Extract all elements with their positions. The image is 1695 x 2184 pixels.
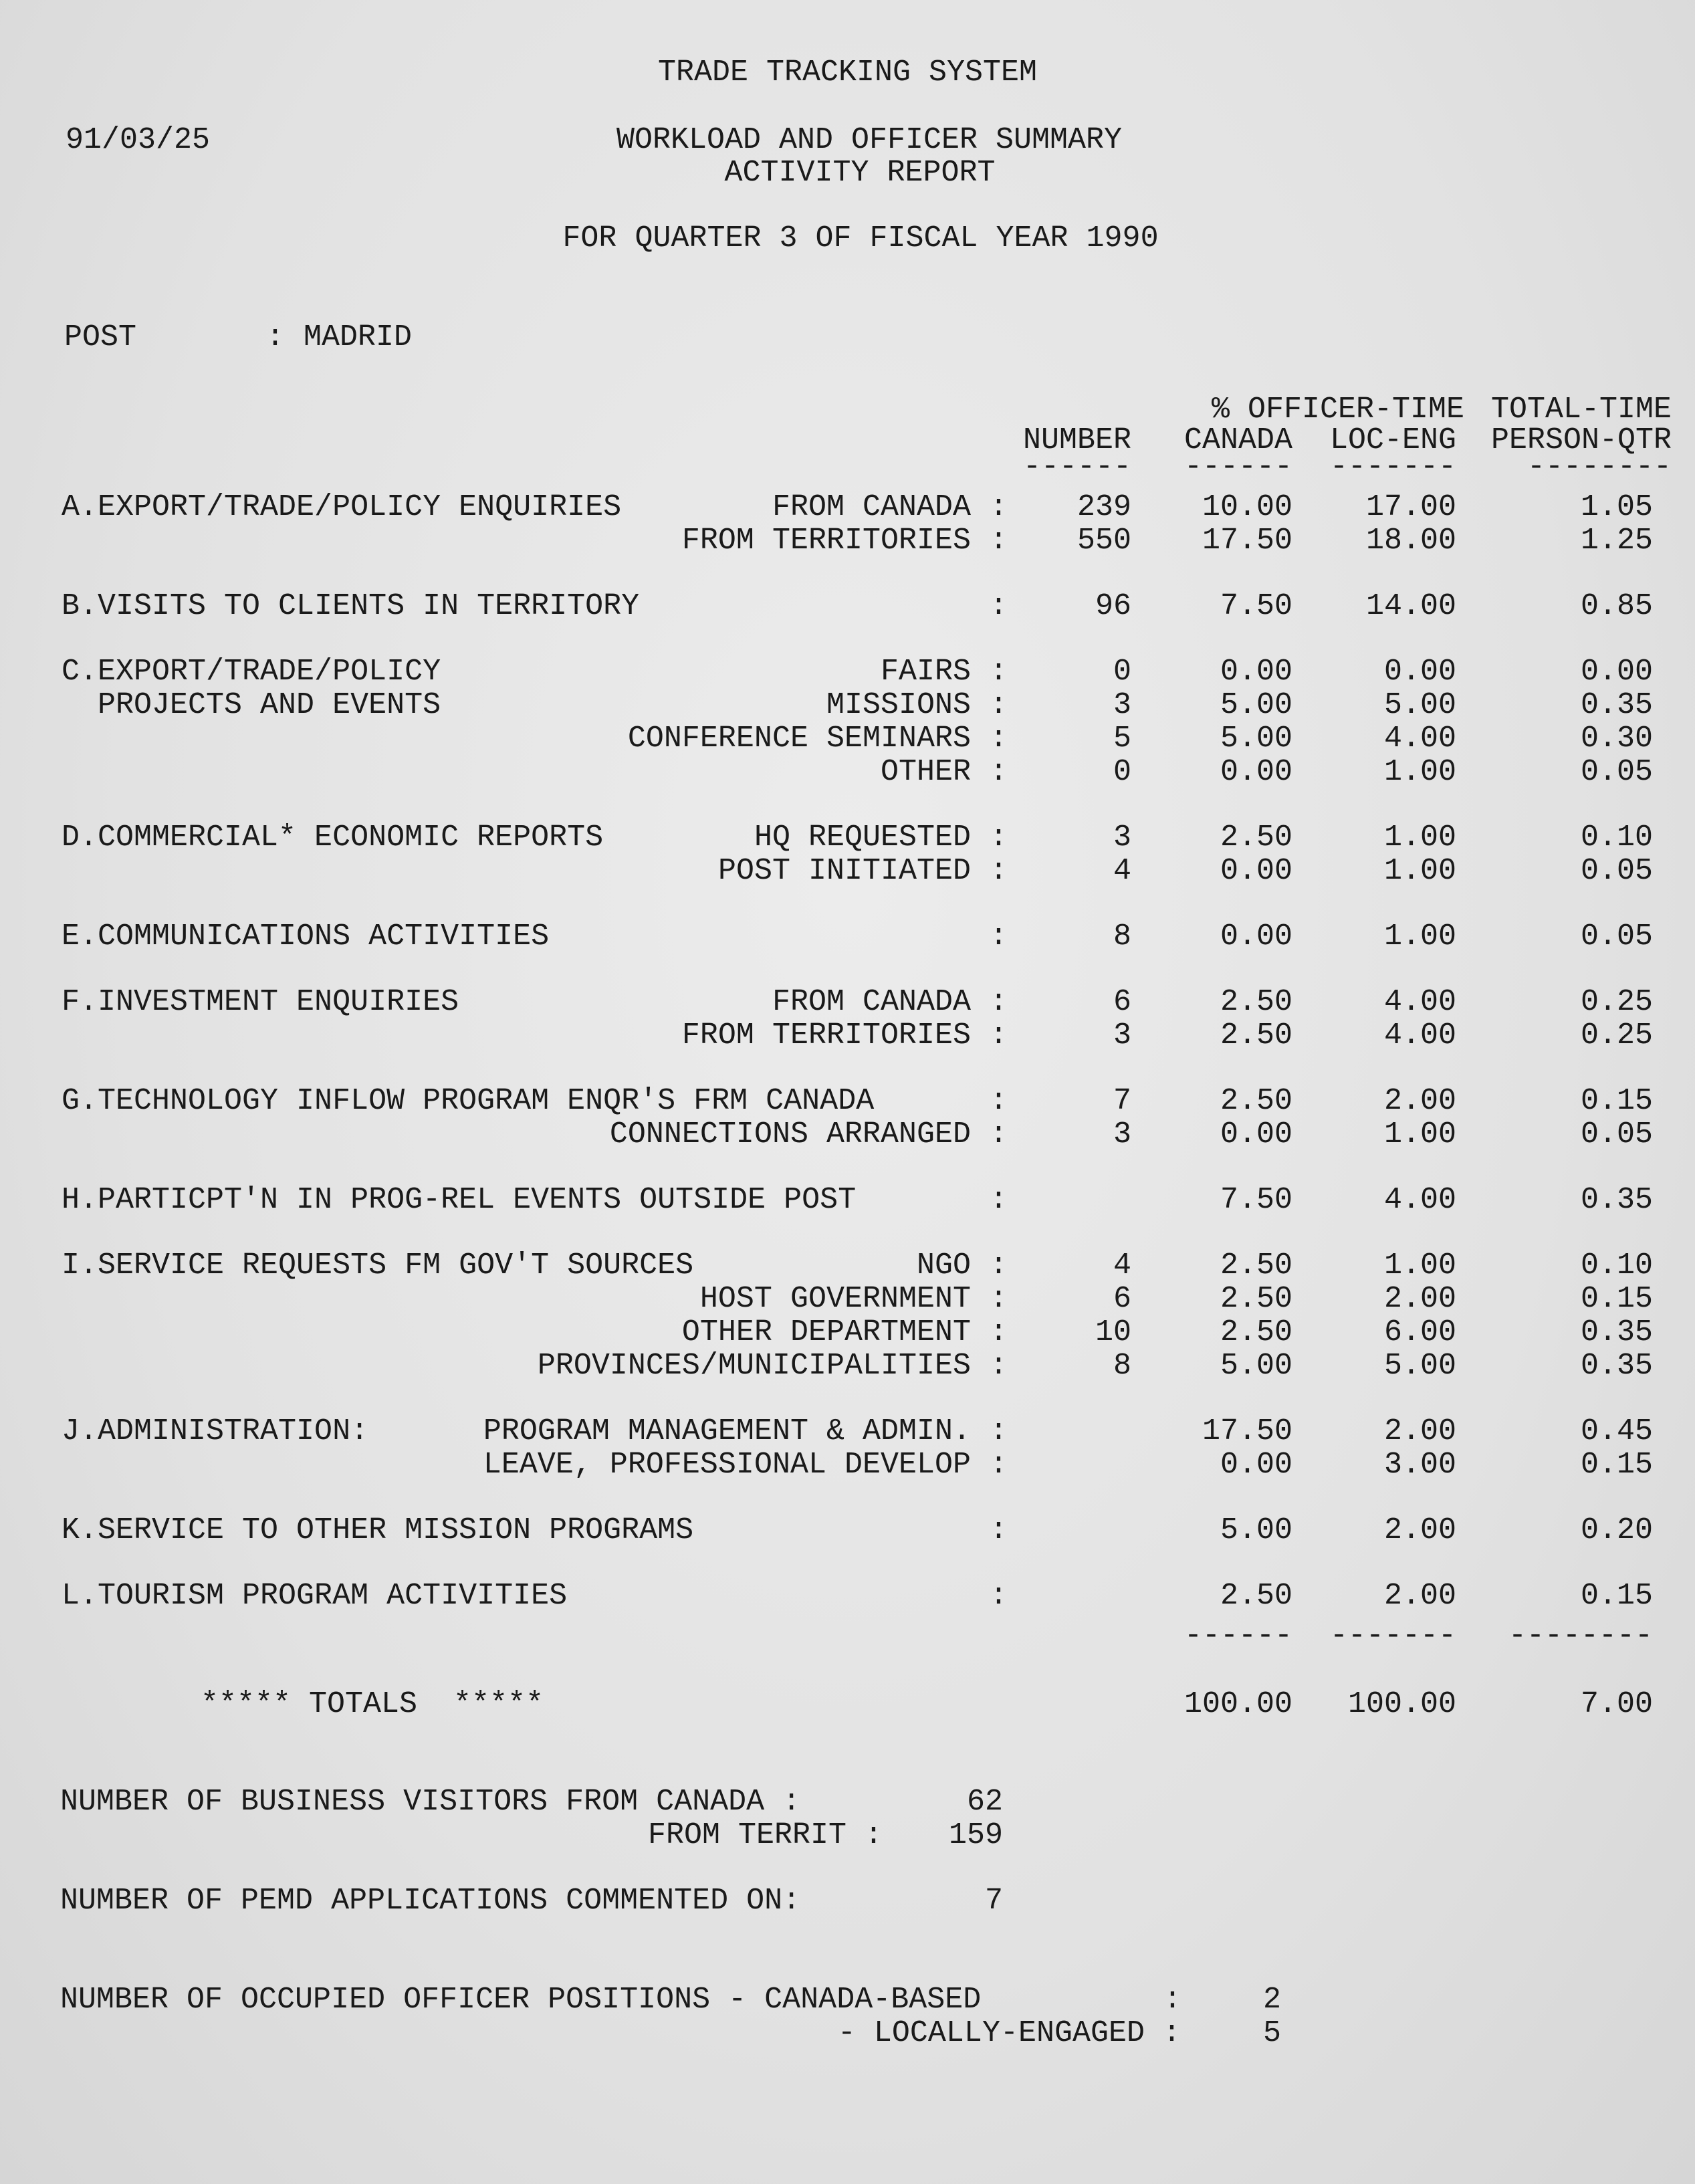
rule-number: ------ <box>1022 450 1131 484</box>
row-person-qtr: 0.00 <box>1580 655 1653 689</box>
row-person-qtr: 0.15 <box>1580 1084 1653 1118</box>
row-colon: : <box>990 1183 1008 1217</box>
row-canada: 17.50 <box>1202 524 1292 558</box>
row-colon: : <box>990 1579 1008 1613</box>
row-number: 8 <box>1113 1349 1131 1383</box>
row-number: 7 <box>1113 1084 1131 1118</box>
row-canada: 7.50 <box>1220 1183 1292 1217</box>
row-section-label: H.PARTICPT'N IN PROG-REL EVENTS OUTSIDE POST <box>62 1183 857 1217</box>
positions-local-value: 5 <box>1262 2016 1281 2050</box>
header-canada: CANADA <box>1183 423 1292 457</box>
row-sub-label: FROM CANADA <box>772 490 971 524</box>
row-colon: : <box>990 1414 1008 1448</box>
row-person-qtr: 0.05 <box>1580 1117 1653 1152</box>
positions-local-label: - LOCALLY-ENGAGED : <box>837 2016 1181 2050</box>
row-loc-eng: 5.00 <box>1383 688 1456 722</box>
row-sub-label: FROM CANADA <box>772 985 971 1019</box>
totals-person-qtr: 7.00 <box>1580 1687 1653 1721</box>
system-title: TRADE TRACKING SYSTEM <box>657 56 1038 90</box>
row-number: 6 <box>1113 1282 1131 1316</box>
row-sub-label: LEAVE, PROFESSIONAL DEVELOP <box>483 1448 971 1482</box>
row-canada: 2.50 <box>1220 1315 1292 1349</box>
row-person-qtr: 0.45 <box>1580 1414 1653 1448</box>
row-loc-eng: 17.00 <box>1365 490 1456 524</box>
row-canada: 0.00 <box>1220 755 1292 789</box>
row-colon: : <box>990 1018 1008 1053</box>
row-loc-eng: 2.00 <box>1383 1084 1456 1118</box>
row-section-label: F.INVESTMENT ENQUIRIES <box>62 985 459 1019</box>
row-colon: : <box>990 821 1008 855</box>
row-canada: 5.00 <box>1220 1513 1292 1547</box>
header-person-qtr: PERSON-QTR <box>1490 423 1672 457</box>
row-section-label: J.ADMINISTRATION: <box>62 1414 369 1448</box>
row-canada: 5.00 <box>1220 1349 1292 1383</box>
rule-loc-eng: ------- <box>1329 450 1456 484</box>
row-sub-label: FROM TERRITORIES <box>681 524 971 558</box>
row-colon: : <box>990 688 1008 722</box>
row-person-qtr: 0.15 <box>1580 1448 1653 1482</box>
row-sub-label: POST INITIATED <box>717 854 971 888</box>
row-loc-eng: 4.00 <box>1383 1183 1456 1217</box>
report-subtitle: ACTIVITY REPORT <box>724 156 996 190</box>
row-number: 8 <box>1113 919 1131 954</box>
row-canada: 2.50 <box>1220 1579 1292 1613</box>
row-loc-eng: 2.00 <box>1383 1513 1456 1547</box>
row-person-qtr: 0.30 <box>1580 722 1653 756</box>
header-officer-time: % OFFICER-TIME <box>1211 393 1464 427</box>
row-person-qtr: 0.10 <box>1580 821 1653 855</box>
pemd-value: 7 <box>984 1884 1003 1918</box>
row-colon: : <box>990 1315 1008 1349</box>
row-sub-label: PROVINCES/MUNICIPALITIES <box>537 1349 971 1383</box>
row-sub-label: HQ REQUESTED <box>754 821 971 855</box>
row-loc-eng: 0.00 <box>1383 655 1456 689</box>
row-loc-eng: 1.00 <box>1383 1117 1456 1152</box>
row-colon: : <box>990 655 1008 689</box>
row-person-qtr: 0.35 <box>1580 1349 1653 1383</box>
row-section-label: L.TOURISM PROGRAM ACTIVITIES <box>62 1579 568 1613</box>
row-person-qtr: 1.05 <box>1580 490 1653 524</box>
positions-label: NUMBER OF OCCUPIED OFFICER POSITIONS - CANADA-BASED <box>60 1983 982 2017</box>
row-section-label: D.COMMERCIAL* ECONOMIC REPORTS <box>62 821 604 855</box>
row-number: 0 <box>1113 755 1131 789</box>
pemd-label: NUMBER OF PEMD APPLICATIONS COMMENTED ON: <box>60 1884 801 1918</box>
row-number: 96 <box>1095 589 1131 623</box>
row-loc-eng: 2.00 <box>1383 1414 1456 1448</box>
row-loc-eng: 4.00 <box>1383 985 1456 1019</box>
row-loc-eng: 1.00 <box>1383 821 1456 855</box>
row-number: 6 <box>1113 985 1131 1019</box>
row-loc-eng: 4.00 <box>1383 1018 1456 1053</box>
row-colon: : <box>990 524 1008 558</box>
row-colon: : <box>990 854 1008 888</box>
row-colon: : <box>990 722 1008 756</box>
row-section-label: A.EXPORT/TRADE/POLICY ENQUIRIES <box>62 490 622 524</box>
row-person-qtr: 0.85 <box>1580 589 1653 623</box>
row-loc-eng: 2.00 <box>1383 1579 1456 1613</box>
row-person-qtr: 0.05 <box>1580 919 1653 954</box>
row-number: 3 <box>1113 1117 1131 1152</box>
visitors-territ-value: 159 <box>948 1818 1003 1852</box>
row-canada: 5.00 <box>1220 722 1292 756</box>
visitors-territ-label: FROM TERRIT : <box>647 1818 883 1852</box>
row-number: 239 <box>1077 490 1131 524</box>
row-loc-eng: 3.00 <box>1383 1448 1456 1482</box>
row-sub-label: OTHER DEPARTMENT <box>681 1315 971 1349</box>
row-loc-eng: 4.00 <box>1383 722 1456 756</box>
row-person-qtr: 0.05 <box>1580 755 1653 789</box>
positions-canada-value: 2 <box>1262 1983 1281 2017</box>
row-loc-eng: 1.00 <box>1383 919 1456 954</box>
report-period: FOR QUARTER 3 OF FISCAL YEAR 1990 <box>562 221 1159 255</box>
row-sub-label: FAIRS <box>880 655 971 689</box>
row-canada: 2.50 <box>1220 1282 1292 1316</box>
row-canada: 10.00 <box>1202 490 1292 524</box>
row-colon: : <box>990 490 1008 524</box>
post-separator: : <box>266 320 285 354</box>
row-person-qtr: 0.35 <box>1580 688 1653 722</box>
row-sub-label: OTHER <box>880 755 971 789</box>
row-number: 5 <box>1113 722 1131 756</box>
row-section-label: C.EXPORT/TRADE/POLICY <box>62 655 441 689</box>
totals-rule-person-qtr: -------- <box>1508 1619 1653 1653</box>
row-loc-eng: 18.00 <box>1365 524 1456 558</box>
totals-rule-canada: ------ <box>1183 1619 1292 1653</box>
row-section-label: K.SERVICE TO OTHER MISSION PROGRAMS <box>62 1513 694 1547</box>
row-loc-eng: 6.00 <box>1383 1315 1456 1349</box>
row-sub-label: CONFERENCE SEMINARS <box>627 722 971 756</box>
row-number: 3 <box>1113 1018 1131 1053</box>
row-sub-label: CONNECTIONS ARRANGED <box>609 1117 971 1152</box>
row-colon: : <box>990 1349 1008 1383</box>
row-person-qtr: 0.15 <box>1580 1282 1653 1316</box>
row-person-qtr: 0.35 <box>1580 1315 1653 1349</box>
row-sub-label: MISSIONS <box>826 688 971 722</box>
totals-canada: 100.00 <box>1183 1687 1292 1721</box>
visitors-label: NUMBER OF BUSINESS VISITORS FROM CANADA : <box>60 1785 801 1819</box>
row-colon: : <box>990 1448 1008 1482</box>
row-sub-label: NGO <box>916 1248 971 1283</box>
row-colon: : <box>990 755 1008 789</box>
row-number: 0 <box>1113 655 1131 689</box>
row-canada: 2.50 <box>1220 1248 1292 1283</box>
row-person-qtr: 0.20 <box>1580 1513 1653 1547</box>
row-section-label: I.SERVICE REQUESTS FM GOV'T SOURCES <box>62 1248 694 1283</box>
row-sub-label: FROM TERRITORIES <box>681 1018 971 1053</box>
row-number: 10 <box>1095 1315 1131 1349</box>
row-section-label: B.VISITS TO CLIENTS IN TERRITORY <box>62 589 640 623</box>
visitors-canada-value: 62 <box>966 1785 1003 1819</box>
row-number: 4 <box>1113 1248 1131 1283</box>
row-colon: : <box>990 1248 1008 1283</box>
row-colon: : <box>990 589 1008 623</box>
row-loc-eng: 14.00 <box>1365 589 1456 623</box>
row-colon: : <box>990 1117 1008 1152</box>
row-number: 3 <box>1113 821 1131 855</box>
row-loc-eng: 2.00 <box>1383 1282 1456 1316</box>
row-person-qtr: 0.10 <box>1580 1248 1653 1283</box>
row-section-label: G.TECHNOLOGY INFLOW PROGRAM ENQR'S FRM CANADA <box>62 1084 875 1118</box>
row-canada: 2.50 <box>1220 821 1292 855</box>
totals-loc-eng: 100.00 <box>1347 1687 1456 1721</box>
row-canada: 7.50 <box>1220 589 1292 623</box>
row-canada: 0.00 <box>1220 1117 1292 1152</box>
row-canada: 2.50 <box>1220 1018 1292 1053</box>
row-number: 3 <box>1113 688 1131 722</box>
row-colon: : <box>990 919 1008 954</box>
row-section-label: E.COMMUNICATIONS ACTIVITIES <box>62 919 550 954</box>
row-colon: : <box>990 1282 1008 1316</box>
row-canada: 17.50 <box>1202 1414 1292 1448</box>
row-loc-eng: 1.00 <box>1383 1248 1456 1283</box>
header-total-time: TOTAL-TIME <box>1490 393 1672 427</box>
row-loc-eng: 1.00 <box>1383 854 1456 888</box>
row-sub-label: PROGRAM MANAGEMENT & ADMIN. <box>483 1414 971 1448</box>
report-date: 91/03/25 <box>66 123 211 157</box>
row-person-qtr: 0.25 <box>1580 1018 1653 1053</box>
positions-colon: : <box>1163 1983 1182 2017</box>
rule-person-qtr: -------- <box>1527 450 1672 484</box>
totals-label: ***** TOTALS ***** <box>201 1687 544 1721</box>
row-loc-eng: 1.00 <box>1383 755 1456 789</box>
row-canada: 0.00 <box>1220 1448 1292 1482</box>
row-person-qtr: 0.25 <box>1580 985 1653 1019</box>
row-number: 4 <box>1113 854 1131 888</box>
totals-rule-loc-eng: ------- <box>1329 1619 1456 1653</box>
row-canada: 0.00 <box>1220 854 1292 888</box>
row-loc-eng: 5.00 <box>1383 1349 1456 1383</box>
row-person-qtr: 0.05 <box>1580 854 1653 888</box>
row-canada: 5.00 <box>1220 688 1292 722</box>
row-colon: : <box>990 985 1008 1019</box>
row-sub-label: HOST GOVERNMENT <box>699 1282 971 1316</box>
row-canada: 0.00 <box>1220 655 1292 689</box>
report-title: WORKLOAD AND OFFICER SUMMARY <box>616 123 1123 157</box>
row-colon: : <box>990 1084 1008 1118</box>
row-canada: 2.50 <box>1220 1084 1292 1118</box>
post-label: POST <box>64 320 137 354</box>
row-colon: : <box>990 1513 1008 1547</box>
row-section-label: PROJECTS AND EVENTS <box>62 688 441 722</box>
row-canada: 0.00 <box>1220 919 1292 954</box>
rule-canada: ------ <box>1183 450 1292 484</box>
post-value: MADRID <box>304 320 413 354</box>
row-number: 550 <box>1077 524 1131 558</box>
row-canada: 2.50 <box>1220 985 1292 1019</box>
row-person-qtr: 0.15 <box>1580 1579 1653 1613</box>
row-person-qtr: 0.35 <box>1580 1183 1653 1217</box>
header-number: NUMBER <box>1022 423 1131 457</box>
row-person-qtr: 1.25 <box>1580 524 1653 558</box>
header-loc-eng: LOC-ENG <box>1329 423 1456 457</box>
